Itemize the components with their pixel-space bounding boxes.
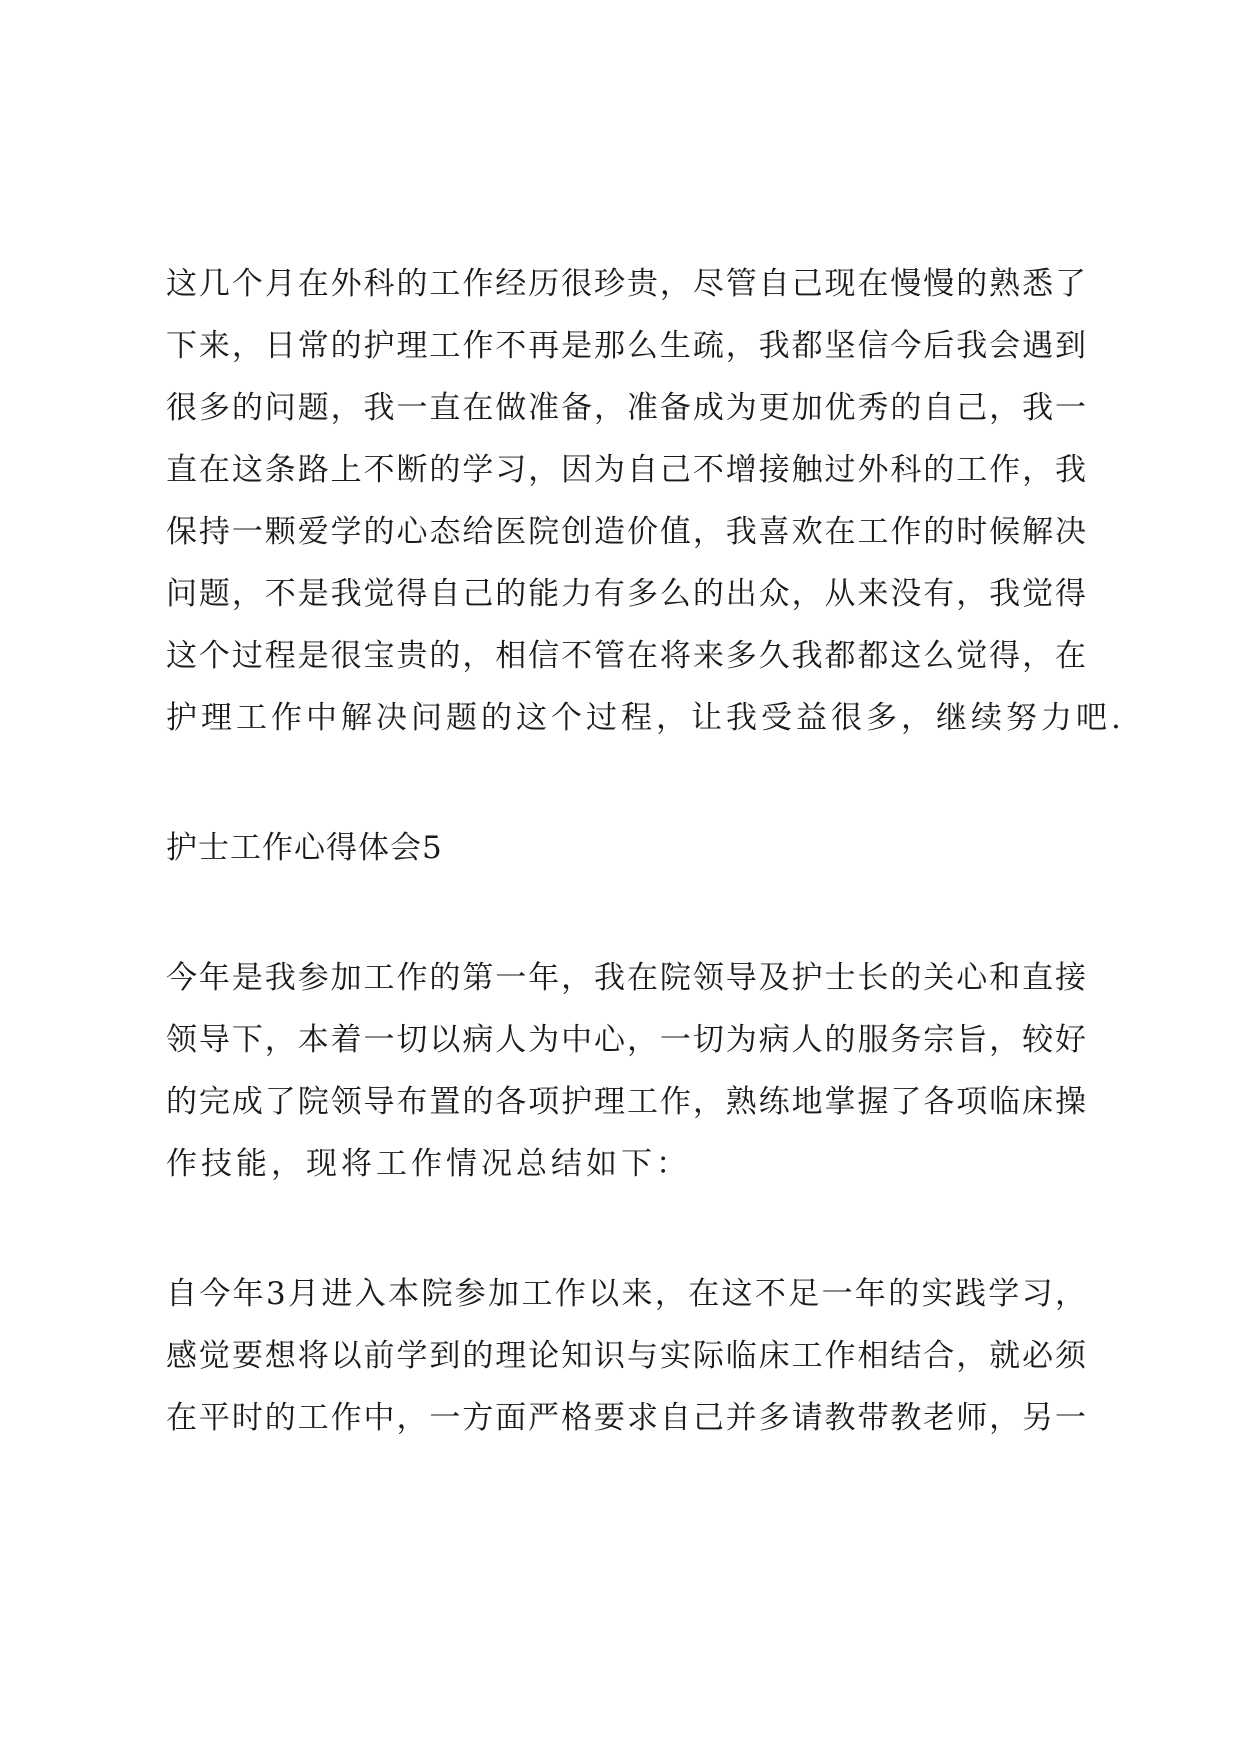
section-heading: 护士工作心得体会5 xyxy=(166,830,443,866)
paragraph-line: 领导下，本着一切以病人为中心，一切为病人的服务宗旨，较好 xyxy=(166,1022,1086,1058)
paragraph-line: 问题，不是我觉得自己的能力有多么的出众，从来没有，我觉得 xyxy=(166,576,1086,612)
paragraph-line: 自今年3月进入本院参加工作以来，在这不足一年的实践学习， xyxy=(166,1276,1086,1312)
paragraph-line: 下来，日常的护理工作不再是那么生疏，我都坚信今后我会遇到 xyxy=(166,328,1086,364)
paragraph-line: 今年是我参加工作的第一年，我在院领导及护士长的关心和直接 xyxy=(166,960,1086,996)
paragraph-line: 直在这条路上不断的学习，因为自己不增接触过外科的工作，我 xyxy=(166,452,1086,488)
paragraph-line: 护理工作中解决问题的这个过程，让我受益很多，继续努力吧. xyxy=(166,700,1125,736)
paragraph-line: 这个过程是很宝贵的，相信不管在将来多久我都都这么觉得，在 xyxy=(166,638,1086,674)
paragraph-line: 的完成了院领导布置的各项护理工作，熟练地掌握了各项临床操 xyxy=(166,1084,1086,1120)
paragraph-line: 作技能，现将工作情况总结如下： xyxy=(166,1146,691,1182)
paragraph-line: 很多的问题，我一直在做准备，准备成为更加优秀的自己，我一 xyxy=(166,390,1086,426)
paragraph-line: 在平时的工作中，一方面严格要求自己并多请教带教老师，另一 xyxy=(166,1400,1086,1436)
paragraph-line: 这几个月在外科的工作经历很珍贵，尽管自己现在慢慢的熟悉了 xyxy=(166,266,1086,302)
paragraph-line: 保持一颗爱学的心态给医院创造价值，我喜欢在工作的时候解决 xyxy=(166,514,1086,550)
paragraph-line: 感觉要想将以前学到的理论知识与实际临床工作相结合，就必须 xyxy=(166,1338,1086,1374)
